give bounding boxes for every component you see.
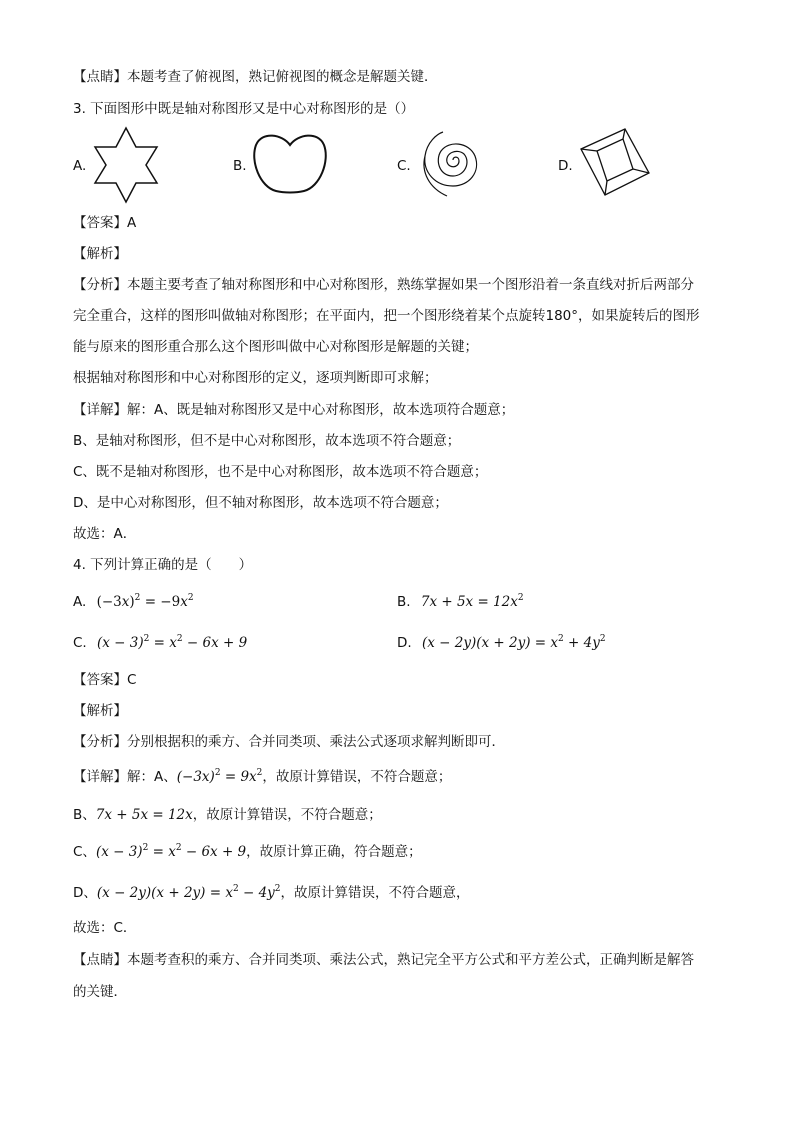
q4-option-d-label: D. [397,635,412,651]
q3-option-d-label: D. [558,158,573,174]
q4-option-b [397,592,524,612]
q3-detail-d: D、是中心对称图形，但不轴对称图形，故本选项不符合题意； [73,495,448,511]
q3-analysis-heading: 【解析】 [73,246,127,262]
q4-answer: 【答案】C [73,672,137,688]
q3-detail-c: C、既不是轴对称图形，也不是中心对称图形，故本选项不符合题意； [73,464,488,480]
q4-analysis-heading: 【解析】 [73,703,127,719]
q4-dianjing-line-2: 的关键． [73,984,127,1000]
q4-option-d [397,633,606,653]
q3-fenxi-line-2: 完全重合，这样的图形叫做轴对称图形；在平面内，把一个图形绕着某个点旋转180°，如果旋转后的图形 [73,308,700,324]
question-3-stem: 3. 下面图形中既是轴对称图形又是中心对称图形的是（） [73,101,415,117]
q3-option-c-label: C. [397,158,411,174]
q4-detail-b: B、7x + 5x = 12x，故原计算错误，不符合题意； [73,807,382,823]
q4-option-c-expr: $(x - 3)^2 = x^2 - 6x + 9$ [97,634,248,651]
q4-dianjing-line-1: 【点睛】本题考查积的乘方、合并同类项、乘法公式，熟记完全平方公式和平方差公式，正确判断是解答 [73,952,694,968]
q4-option-c [73,633,247,653]
q3-fenxi-line-3: 能与原来的图形重合那么这个图形叫做中心对称图形是解题的关键； [73,339,478,355]
q4-option-a-expr: $(-3x)^2 = -9x^2$ [96,593,194,610]
spiral-figure [413,126,487,200]
q4-detail-a: 【详解】解：A、$(-3x)^2 = 9x^2$，故原计算错误，不符合题意； [73,768,452,785]
dianjing-previous: 【点睛】本题考查了俯视图，熟记俯视图的概念是解题关键． [73,69,438,85]
kidney-shape-figure [252,131,328,195]
q3-fenxi-line-4: 根据轴对称图形和中心对称图形的定义，逐项判断即可求解； [73,370,438,386]
q4-choose: 故选：C． [73,920,137,936]
q3-option-b-label: B. [233,158,247,174]
q4-detail-c: C、$(x - 3)^2 = x^2 - 6x + 9$，故原计算正确，符合题意； [73,843,422,860]
question-4-stem: 4. 下列计算正确的是（ ） [73,557,253,573]
q4-option-a [73,592,194,612]
q3-detail-a: 【详解】解：A、既是轴对称图形又是中心对称图形，故本选项符合题意； [73,402,515,418]
pinwheel-square-figure [577,127,653,199]
q4-option-b-label: B. [397,594,411,610]
q4-option-c-label: C. [73,635,87,651]
q3-fenxi-line-1: 【分析】本题主要考查了轴对称图形和中心对称图形，熟练掌握如果一个图形沿着一条直线对折后两部分 [73,277,694,293]
q4-detail-d: D、$(x - 2y)(x + 2y) = x^2 - 4y^2$，故原计算错误，不符合题意， [73,884,470,901]
q4-option-d-expr: $(x - 2y)(x + 2y) = x^2 + 4y^2$ [421,634,606,651]
q3-option-a-label: A. [73,158,87,174]
q3-answer: 【答案】A [73,215,137,231]
q4-option-a-label: A. [73,594,87,610]
q4-option-b-expr: $7x + 5x = 12x^2$ [420,593,524,610]
hexagram-figure [91,126,161,204]
q3-choose: 故选：A． [73,526,137,542]
q3-detail-b: B、是轴对称图形，但不是中心对称图形，故本选项不符合题意； [73,433,461,449]
q4-fenxi: 【分析】分别根据积的乘方、合并同类项、乘法公式逐项求解判断即可． [73,734,505,750]
